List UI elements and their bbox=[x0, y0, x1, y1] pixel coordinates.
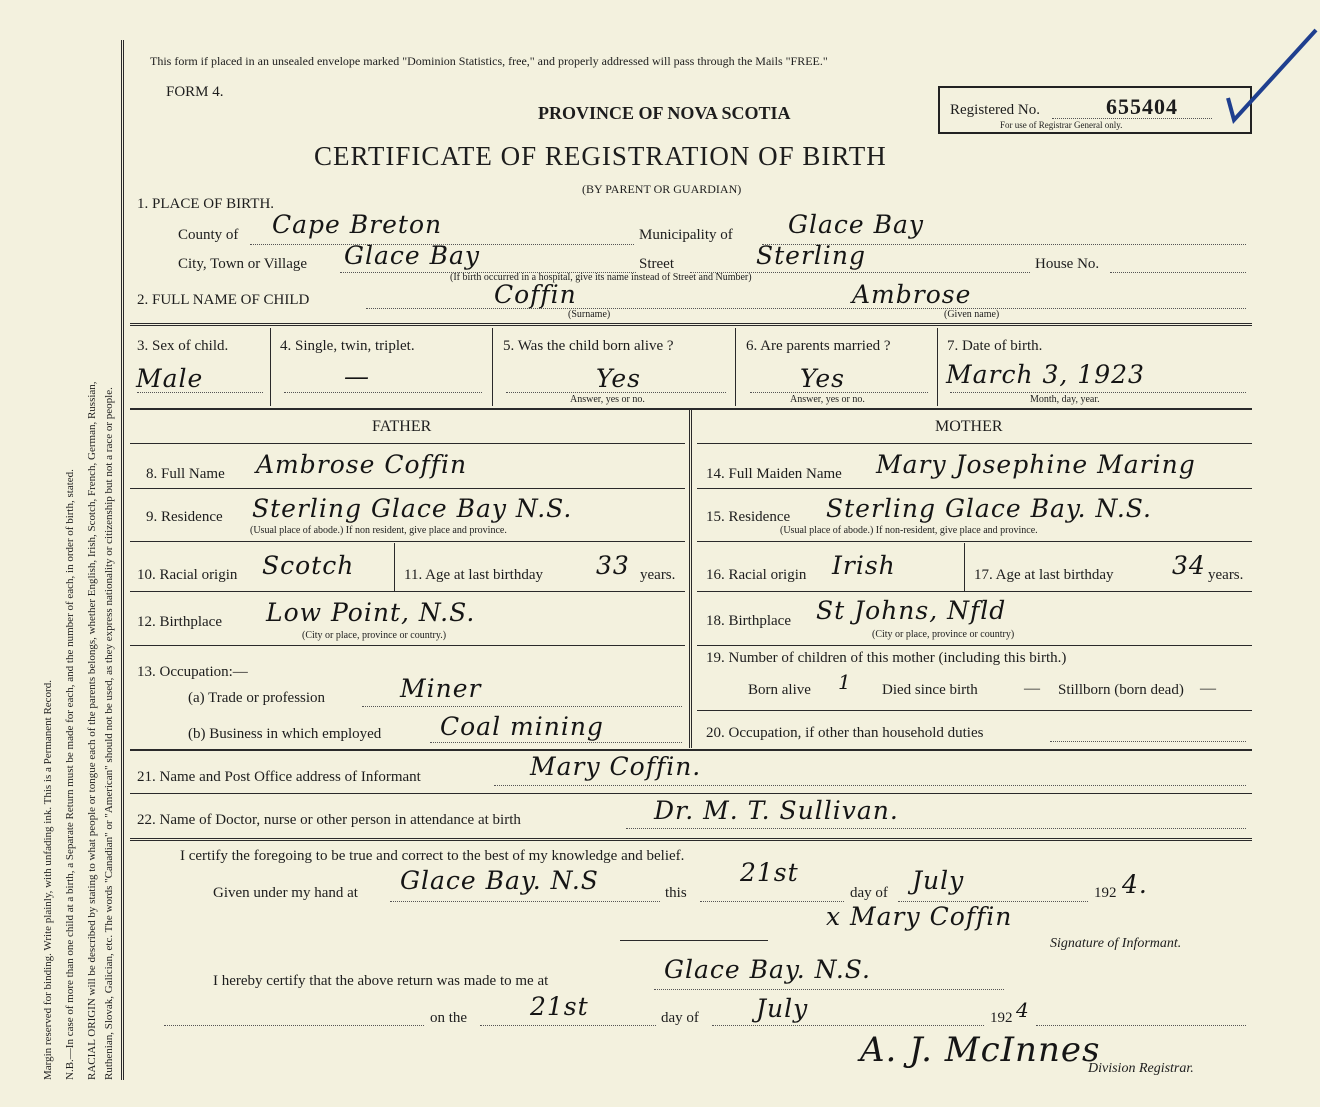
registration-box bbox=[938, 86, 1252, 134]
given-month-value: July bbox=[912, 866, 965, 895]
certificate-title: CERTIFICATE OF REGISTRATION OF BIRTH bbox=[314, 141, 887, 171]
father-residence-label: 9. Residence bbox=[146, 509, 223, 525]
born-alive-count-value: 1 bbox=[838, 670, 852, 694]
father-age-value: 33 bbox=[596, 551, 630, 580]
county-label: County of bbox=[178, 227, 239, 243]
registrar-year-suffix: 4 bbox=[1016, 998, 1030, 1022]
given-day-value: 21st bbox=[740, 858, 799, 887]
parents-married-label: 6. Are parents married ? bbox=[746, 338, 891, 354]
informant-signature-label: Signature of Informant. bbox=[1050, 936, 1182, 951]
stillborn-label: Stillborn (born dead) bbox=[1058, 682, 1184, 698]
registrar-certify-text: I hereby certify that the above return was made to me at bbox=[213, 973, 549, 989]
parents-married-value: Yes bbox=[800, 364, 845, 393]
mother-birthplace-note: (City or place, province or country) bbox=[872, 629, 1015, 640]
given-place-value: Glace Bay. N.S bbox=[400, 866, 599, 895]
born-alive-value: Yes bbox=[596, 364, 641, 393]
plurality-label: 4. Single, twin, triplet. bbox=[280, 338, 415, 354]
father-trade-label: (a) Trade or profession bbox=[188, 690, 326, 706]
hospital-note: (If birth occurred in a hospital, give its name instead of Street and Number) bbox=[450, 272, 752, 283]
mother-age-label: 17. Age at last birthday bbox=[974, 567, 1114, 583]
registrar-signature-label: Division Registrar. bbox=[1088, 1061, 1194, 1076]
street-value: Sterling bbox=[756, 241, 867, 270]
divider-certify bbox=[130, 838, 1252, 841]
city-label: City, Town or Village bbox=[178, 256, 308, 272]
mailing-notice: This form if placed in an unsealed envelope marked "Dominion Statistics, free," and properly addressed will pass through the Mails "FREE." bbox=[150, 54, 828, 68]
margin-rule bbox=[121, 40, 124, 1080]
father-occupation-label: 13. Occupation:— bbox=[137, 664, 248, 680]
mother-birthplace-value: St Johns, Nfld bbox=[816, 596, 1007, 625]
given-under-label: Given under my hand at bbox=[213, 885, 358, 901]
registrar-day-value: 21st bbox=[530, 992, 589, 1021]
this-label: this bbox=[665, 885, 687, 901]
child-name-label: 2. FULL NAME OF CHILD bbox=[137, 292, 310, 308]
margin-line-1: Margin reserved for binding. Write plainly, with unfading ink. This is a Permanent Record. bbox=[42, 680, 54, 1080]
street-label: Street bbox=[639, 256, 674, 272]
informant-value: Mary Coffin. bbox=[530, 752, 702, 781]
house-no-label: House No. bbox=[1035, 256, 1100, 272]
surname-note: (Surname) bbox=[568, 309, 611, 320]
place-of-birth-heading: 1. PLACE OF BIRTH. bbox=[137, 196, 275, 212]
father-birthplace-note: (City or place, province or country.) bbox=[302, 630, 447, 641]
born-alive-label: 5. Was the child born alive ? bbox=[503, 338, 674, 354]
father-birthplace-label: 12. Birthplace bbox=[137, 614, 222, 630]
father-residence-value: Sterling Glace Bay N.S. bbox=[252, 494, 573, 523]
sex-label: 3. Sex of child. bbox=[137, 338, 229, 354]
date-of-birth-label: 7. Date of birth. bbox=[947, 338, 1043, 354]
sex-value: Male bbox=[136, 364, 204, 393]
mother-name-value: Mary Josephine Maring bbox=[876, 450, 1196, 479]
mother-residence-label: 15. Residence bbox=[706, 509, 791, 525]
children-count-label: 19. Number of children of this mother (including this birth.) bbox=[706, 650, 1067, 666]
father-age-unit: years. bbox=[640, 567, 676, 583]
divider-informant bbox=[130, 749, 1252, 751]
given-name-note: (Given name) bbox=[944, 309, 1000, 320]
informant-certify-text: I certify the foregoing to be true and correct to the best of my knowledge and belief. bbox=[180, 848, 685, 864]
mother-racial-origin-label: 16. Racial origin bbox=[706, 567, 807, 583]
died-since-birth-label: Died since birth bbox=[882, 682, 978, 698]
registered-no-label: Registered No. bbox=[950, 102, 1040, 118]
father-name-label: 8. Full Name bbox=[146, 466, 225, 482]
informant-label: 21. Name and Post Office address of Informant bbox=[137, 769, 421, 785]
father-heading: FATHER bbox=[372, 418, 432, 435]
father-business-label: (b) Business in which employed bbox=[188, 726, 382, 742]
margin-line-2: N.B.—In case of more than one child at a birth, a Separate Return must be made for each, and the number of each, in order of birth, stated. bbox=[64, 469, 76, 1080]
mother-age-unit: years. bbox=[1208, 567, 1244, 583]
parents-married-note: Answer, yes or no. bbox=[790, 394, 865, 405]
registrar-onthe-label: on the bbox=[430, 1010, 468, 1026]
house-no-line bbox=[1110, 272, 1246, 273]
given-dayof-label: day of bbox=[850, 885, 888, 901]
child-surname-value: Coffin bbox=[494, 280, 577, 309]
city-value: Glace Bay bbox=[344, 241, 481, 270]
born-alive-count-label: Born alive bbox=[748, 682, 811, 698]
margin-line-4: Ruthenian, Slovak, Galician, etc. The words "Canadian" or "American" should not be used, as they express nationality or citizenship but not a race or people. bbox=[103, 387, 115, 1080]
parents-column-divider bbox=[689, 410, 692, 748]
father-age-label: 11. Age at last birthday bbox=[404, 567, 543, 583]
mother-birthplace-label: 18. Birthplace bbox=[706, 613, 791, 629]
registered-no-value: 655404 bbox=[1106, 94, 1178, 119]
municipality-label: Municipality of bbox=[639, 227, 733, 243]
mother-residence-value: Sterling Glace Bay. N.S. bbox=[826, 494, 1152, 523]
plurality-value: — bbox=[344, 362, 370, 391]
child-given-value: Ambrose bbox=[852, 280, 972, 309]
born-alive-note: Answer, yes or no. bbox=[570, 394, 645, 405]
father-name-value: Ambrose Coffin bbox=[256, 450, 468, 479]
died-since-birth-value: — bbox=[1024, 680, 1040, 697]
father-birthplace-value: Low Point, N.S. bbox=[266, 598, 476, 627]
father-racial-origin-label: 10. Racial origin bbox=[137, 567, 238, 583]
mother-age-value: 34 bbox=[1172, 551, 1206, 580]
date-of-birth-note: Month, day, year. bbox=[1030, 394, 1100, 405]
check-mark-icon bbox=[1220, 20, 1320, 130]
stillborn-value: — bbox=[1200, 680, 1216, 697]
doctor-value: Dr. M. T. Sullivan. bbox=[654, 796, 899, 825]
registrar-dayof-label: day of bbox=[661, 1010, 699, 1026]
mother-racial-origin-value: Irish bbox=[832, 551, 896, 580]
given-year-suffix: 4. bbox=[1122, 870, 1148, 899]
form-number: FORM 4. bbox=[166, 84, 224, 100]
municipality-value: Glace Bay bbox=[788, 210, 925, 239]
mother-occupation-label: 20. Occupation, if other than household duties bbox=[706, 725, 984, 741]
divider-top bbox=[130, 323, 1252, 326]
given-year-prefix: 192 bbox=[1094, 885, 1117, 901]
mother-residence-note: (Usual place of abode.) If non-resident, give place and province. bbox=[780, 525, 1038, 536]
certificate-subtitle: (BY PARENT OR GUARDIAN) bbox=[582, 182, 742, 196]
margin-line-3: RACIAL ORIGIN will be described by stating to what people or tongue each of the parents belongs, whether English, Irish, Scotch, French, German, Russian, bbox=[86, 381, 98, 1080]
father-residence-note: (Usual place of abode.) If non resident, give place and province. bbox=[250, 525, 507, 536]
registrar-signature-value: A. J. McInnes bbox=[860, 1030, 1101, 1070]
mother-name-label: 14. Full Maiden Name bbox=[706, 466, 842, 482]
registrar-general-note: For use of Registrar General only. bbox=[1000, 120, 1123, 130]
county-value: Cape Breton bbox=[272, 210, 443, 239]
registrar-year-prefix: 192 bbox=[990, 1010, 1013, 1026]
father-trade-value: Miner bbox=[400, 674, 482, 703]
mother-heading: MOTHER bbox=[935, 418, 1003, 435]
province-heading: PROVINCE OF NOVA SCOTIA bbox=[538, 103, 791, 123]
doctor-label: 22. Name of Doctor, nurse or other person in attendance at birth bbox=[137, 812, 521, 828]
date-of-birth-value: March 3, 1923 bbox=[946, 360, 1145, 389]
informant-signature-value: x Mary Coffin bbox=[826, 902, 1013, 931]
margin-instructions bbox=[0, 0, 125, 1107]
registrar-place-value: Glace Bay. N.S. bbox=[664, 955, 871, 984]
father-business-value: Coal mining bbox=[440, 712, 604, 741]
father-racial-origin-value: Scotch bbox=[262, 551, 355, 580]
registrar-month-value: July bbox=[756, 994, 809, 1023]
